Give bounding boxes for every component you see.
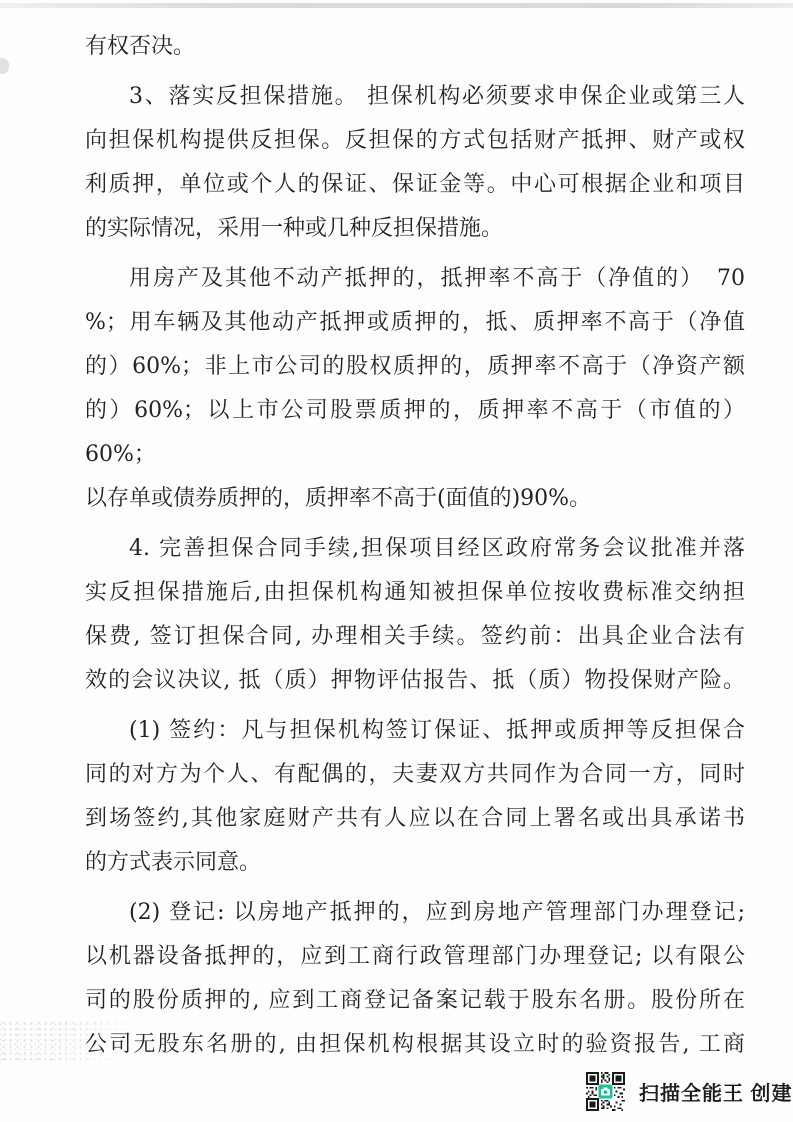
text-line: 实反担保措施后,由担保机构通知被担保单位按收费标准交纳担: [85, 580, 745, 605]
text-line: 向担保机构提供反担保。反担保的方式包括财产抵押、财产或权: [85, 128, 745, 153]
text-line: 效的会议决议, 抵（质）押物评估报告、抵（质）物投保财产险。: [85, 668, 745, 693]
paragraph-pledge-rate-limits: [85, 257, 745, 521]
text-line: 同的对方为个人、有配偶的，夫妻双方共同作为合同一方，同时: [85, 762, 745, 787]
text-line: 到场签约,其他家庭财产共有人应以在合同上署名或出具承诺书: [85, 806, 745, 831]
text-line: 3、落实反担保措施。 担保机构必须要求申保企业或第三人: [129, 84, 745, 109]
text-line: 以存单或债券质押的，质押率不高于(面值的)90%。: [85, 486, 592, 511]
text-line: 司的股份质押的, 应到工商登记备案记载于股东名册。股份所在: [85, 988, 745, 1013]
text-line: 的方式表示同意。: [85, 850, 262, 875]
text-line: 保费, 签订担保合同, 办理相关手续。签约前：出具企业合法有: [85, 624, 745, 649]
text-line: 用房产及其他不动产抵押的，抵押率不高于（净值的） 70: [129, 266, 745, 291]
text-line: 有权否决。: [85, 34, 196, 59]
scan-edge-artifact-top: [0, 3, 793, 8]
paragraph-item-4-contract-procedures: [85, 527, 745, 703]
scan-speck-artifact-left: [0, 58, 9, 74]
text-line: 利质押，单位或个人的保证、保证金等。中心可根据企业和项目: [85, 172, 745, 197]
paragraph-continuation: [85, 25, 745, 69]
text-line: (2) 登记: 以房地产抵押的，应到房地产管理部门办理登记;: [129, 900, 745, 925]
text-line: %；用车辆及其他动产抵押或质押的，抵、质押率不高于（净值: [85, 310, 745, 335]
qr-code-icon: [586, 1072, 625, 1111]
text-line: 的实际情况，采用一种或几种反担保措施。: [85, 216, 504, 241]
text-line: 的）60%；非上市公司的股权质押的，质押率不高于（净资产额: [85, 354, 745, 379]
text-line: 以机器设备抵押的，应到工商行政管理部门办理登记; 以有限公: [85, 944, 745, 969]
watermark-label: 扫描全能王 创建: [639, 1083, 793, 1105]
text-line: 4. 完善担保合同手续,担保项目经区政府常务会议批准并落: [129, 536, 745, 561]
text-line: 的）60%；以上市公司股票质押的，质押率不高于（市值的）60%；: [85, 398, 745, 467]
document-body-text: [85, 25, 745, 1067]
camscanner-watermark: [586, 1072, 793, 1111]
text-line: 公司无股东名册的, 由担保机构根据其设立时的验资报告, 工商: [85, 1032, 745, 1057]
paragraph-sub-1-signing: [85, 709, 745, 885]
text-line: (1) 签约：凡与担保机构签订保证、抵押或质押等反担保合: [129, 718, 745, 743]
paragraph-item-3-counter-guarantee-measures: [85, 75, 745, 251]
paragraph-sub-2-registration: [85, 891, 745, 1067]
